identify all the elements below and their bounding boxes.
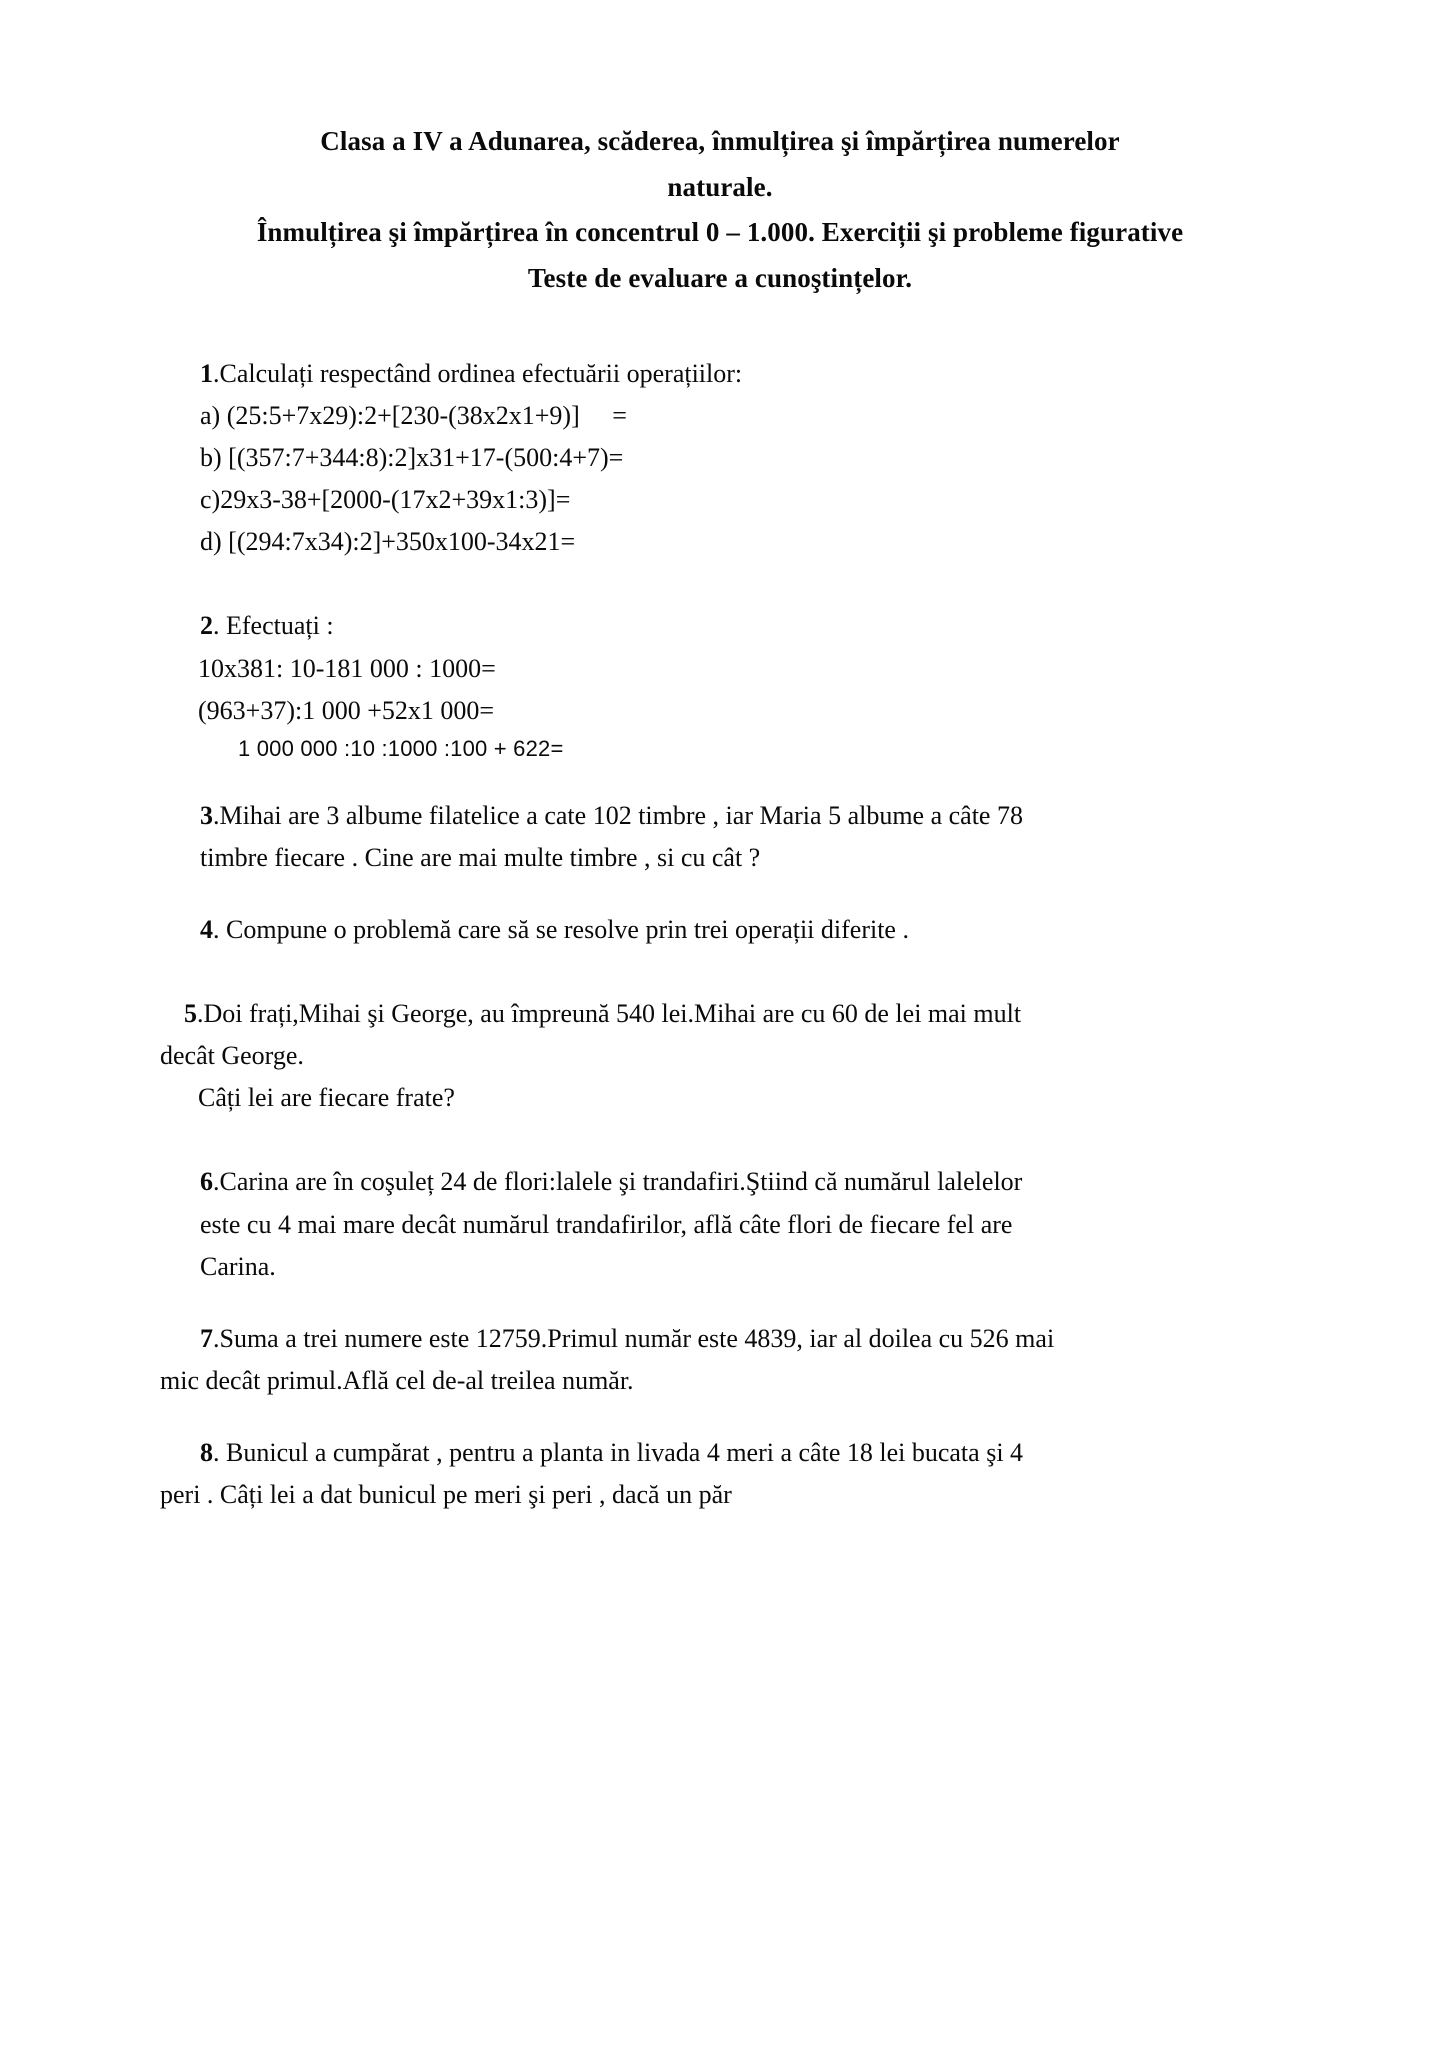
exercise-8-number: 8 [200, 1438, 213, 1468]
exercise-1-item-a: a) (25:5+7x29):2+[230-(38x2x1+9)] = [200, 401, 627, 431]
exercise-1-prompt-text: .Calculați respectând ordinea efectuării operațiilor: [213, 358, 743, 388]
page-title: Clasa a IV a Adunarea, scăderea, înmulțirea şi împărțirea numerelor [320, 126, 1120, 156]
exercise-7-number: 7 [200, 1323, 213, 1353]
spacer [160, 951, 1280, 993]
exercise-5-line-1 [160, 993, 1280, 1035]
exercise-3-number: 3 [200, 800, 213, 830]
exercise-5-number: 5 [184, 999, 197, 1029]
spacer [160, 563, 1280, 605]
spacer [160, 1402, 1280, 1432]
exercise-7 [160, 1318, 1280, 1402]
exercise-8 [160, 1432, 1280, 1516]
exercise-4-text-1: . Compune o problemă care să se resolve prin trei operații diferite . [213, 915, 909, 945]
exercise-2-prompt [200, 605, 1280, 647]
exercise-6-line-2: este cu 4 mai mare decât numărul trandafirilor, află câte flori de fiecare fel are [200, 1209, 1013, 1239]
exercise-7-line-1 [160, 1318, 1280, 1360]
exercise-5 [160, 993, 1280, 1119]
exercise-3 [160, 795, 1280, 879]
spacer [160, 765, 1280, 795]
exercise-4-number: 4 [200, 915, 213, 945]
exercise-2 [160, 605, 1280, 647]
exercise-2-prompt-text: . Efectuați : [213, 611, 334, 641]
exercise-6 [160, 1161, 1280, 1287]
spacer [160, 879, 1280, 909]
exercise-8-line-2: peri . Câți lei a dat bunicul pe meri şi peri , dacă un păr [160, 1480, 732, 1510]
exercise-2-item-3: 1 000 000 :10 :1000 :100 + 622= [238, 735, 564, 761]
exercise-8-line-1 [160, 1432, 1280, 1474]
exercise-7-text-1: .Suma a trei numere este 12759.Primul număr este 4839, iar al doilea cu 526 mai [213, 1323, 1055, 1353]
exercise-2-item-1: 10x381: 10-181 000 : 1000= [198, 653, 496, 683]
exercise-6-number: 6 [200, 1167, 213, 1197]
exercise-6-line-3: Carina. [200, 1251, 276, 1281]
exercise-4-line-1 [200, 909, 1280, 951]
exercise-1-prompt [200, 353, 1280, 395]
spacer [160, 1288, 1280, 1318]
exercise-3-line-1 [200, 795, 1280, 837]
exercise-5-line-2: decât George. [160, 1041, 304, 1071]
exercise-5-text-1: .Doi frați,Mihai şi George, au împreună 540 lei.Mihai are cu 60 de lei mai mult [197, 999, 1022, 1029]
page-subtitle-secondary: Teste de evaluare a cunoştințelor. [527, 263, 913, 294]
exercise-2-item-2: (963+37):1 000 +52x1 000= [198, 695, 495, 725]
exercise-1-item-d: d) [(294:7x34):2]+350x100-34x21= [200, 527, 576, 557]
exercise-6-text-1: .Carina are în coşuleț 24 de flori:lalele şi trandafiri.Ştiind că numărul lalelelor [213, 1167, 1023, 1197]
exercise-2-number: 2 [200, 611, 213, 641]
exercise-8-text-1: . Bunicul a cumpărat , pentru a planta in livada 4 meri a câte 18 lei bucata şi 4 [213, 1438, 1024, 1468]
exercise-1-number: 1 [200, 358, 213, 388]
exercise-3-line-2: timbre fiecare . Cine are mai multe timbre , si cu cât ? [200, 842, 761, 872]
exercise-4 [160, 909, 1280, 951]
exercise-1-item-c: c)29x3-38+[2000-(17x2+39x1:3)]= [200, 485, 571, 515]
document-content [160, 120, 1280, 1516]
exercise-3-text-1: .Mihai are 3 albume filatelice a cate 102 timbre , iar Maria 5 albume a câte 78 [213, 800, 1023, 830]
exercise-1 [160, 353, 1280, 564]
document-title-block [160, 120, 1280, 301]
exercise-5-line-3: Câți lei are fiecare frate? [198, 1083, 455, 1113]
exercise-2-items [160, 648, 1280, 732]
exercise-7-line-2: mic decât primul.Află cel de-al treilea număr. [160, 1365, 634, 1395]
page-subtitle: Înmulțirea şi împărțirea în concentrul 0 – 1.000. Exerciții şi probleme figurative [256, 217, 1184, 248]
spacer [160, 1119, 1280, 1161]
exercise-list [160, 353, 1280, 1516]
exercise-1-item-b: b) [(357:7+344:8):2]x31+17-(500:4+7)= [200, 443, 624, 473]
page-title-continuation: naturale. [667, 171, 773, 202]
exercise-6-line-1 [200, 1161, 1280, 1203]
